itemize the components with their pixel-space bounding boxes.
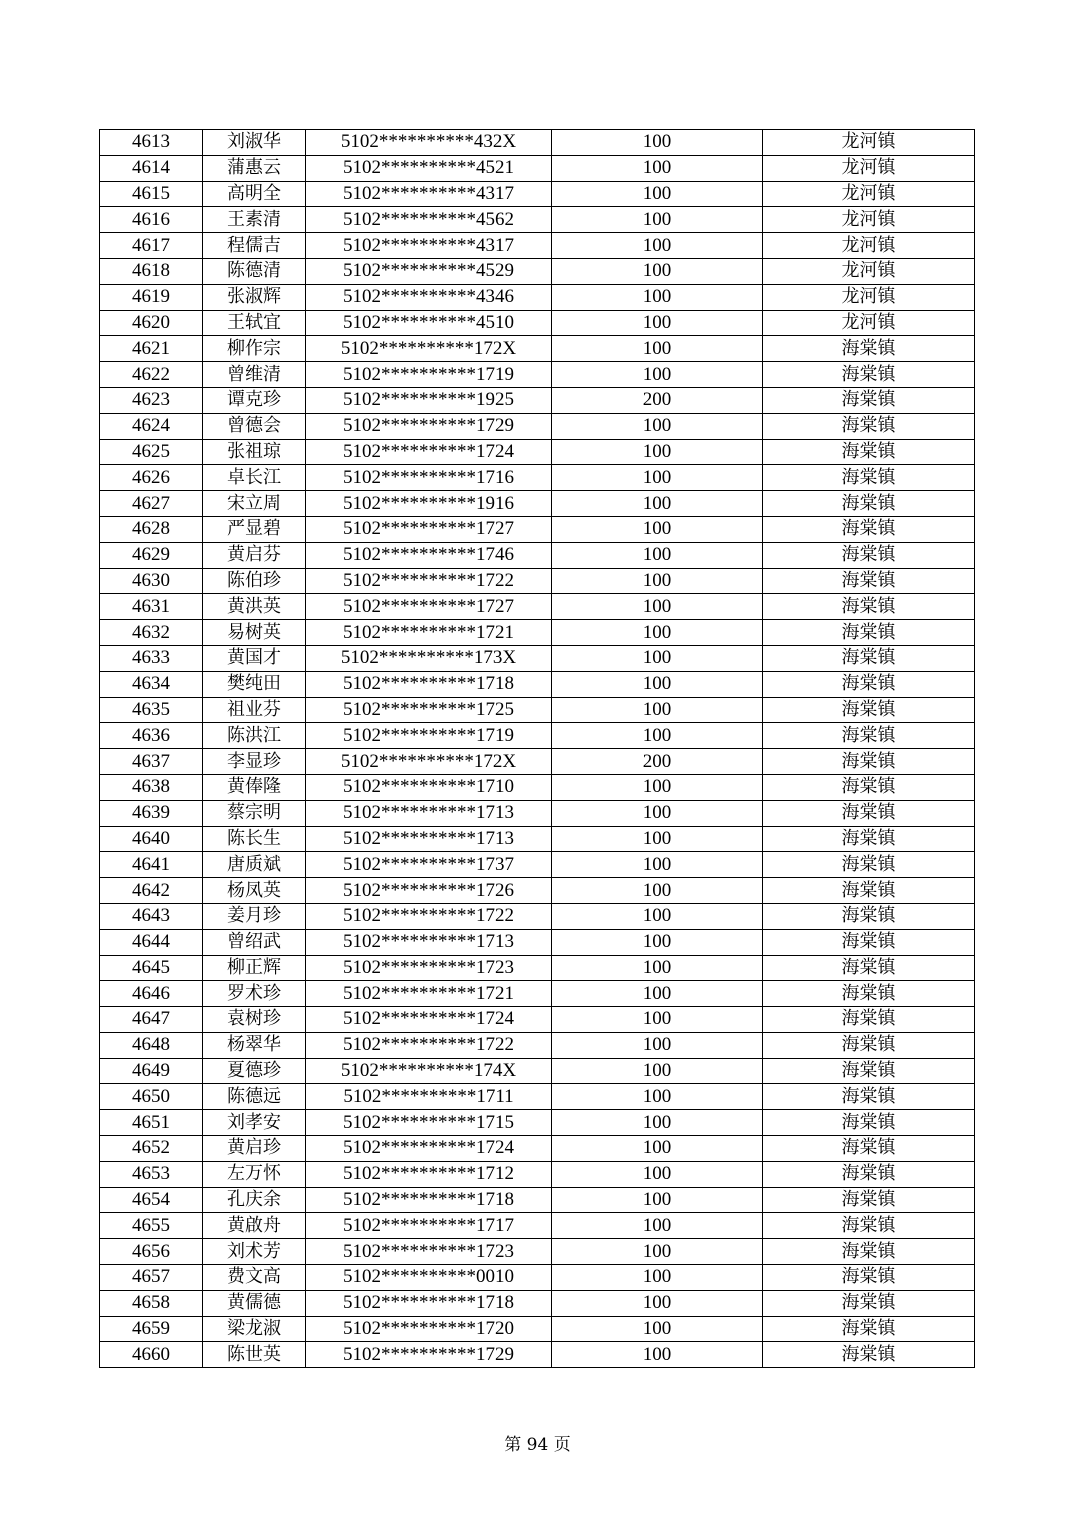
row-number-cell: 4637 — [100, 749, 203, 775]
name-cell: 曾绍武 — [203, 929, 306, 955]
row-number-cell: 4634 — [100, 671, 203, 697]
amount-cell: 100 — [552, 181, 763, 207]
amount-cell: 100 — [552, 542, 763, 568]
row-number-cell: 4658 — [100, 1290, 203, 1316]
id-number-cell: 5102**********1726 — [306, 878, 552, 904]
amount-cell: 100 — [552, 465, 763, 491]
row-number-cell: 4635 — [100, 697, 203, 723]
town-cell: 海棠镇 — [763, 620, 975, 646]
row-number-cell: 4625 — [100, 439, 203, 465]
name-cell: 杨翠华 — [203, 1032, 306, 1058]
amount-cell: 100 — [552, 903, 763, 929]
town-cell: 海棠镇 — [763, 568, 975, 594]
town-cell: 海棠镇 — [763, 645, 975, 671]
row-number-cell: 4619 — [100, 284, 203, 310]
id-number-cell: 5102**********174X — [306, 1058, 552, 1084]
row-number-cell: 4655 — [100, 1213, 203, 1239]
table-row — [100, 981, 975, 1007]
row-number-cell: 4622 — [100, 362, 203, 388]
town-cell: 海棠镇 — [763, 903, 975, 929]
id-number-cell: 5102**********1916 — [306, 491, 552, 517]
amount-cell: 100 — [552, 1342, 763, 1368]
row-number-cell: 4629 — [100, 542, 203, 568]
amount-cell: 100 — [552, 207, 763, 233]
table-row — [100, 1290, 975, 1316]
amount-cell: 100 — [552, 955, 763, 981]
table-row — [100, 130, 975, 156]
amount-cell: 100 — [552, 1007, 763, 1033]
town-cell: 海棠镇 — [763, 697, 975, 723]
town-cell: 龙河镇 — [763, 181, 975, 207]
town-cell: 海棠镇 — [763, 1110, 975, 1136]
id-number-cell: 5102**********1713 — [306, 929, 552, 955]
table-row — [100, 645, 975, 671]
amount-cell: 100 — [552, 1316, 763, 1342]
id-number-cell: 5102**********1718 — [306, 1290, 552, 1316]
amount-cell: 100 — [552, 491, 763, 517]
amount-cell: 100 — [552, 774, 763, 800]
town-cell: 龙河镇 — [763, 233, 975, 259]
id-number-cell: 5102**********1719 — [306, 723, 552, 749]
amount-cell: 100 — [552, 1110, 763, 1136]
town-cell: 海棠镇 — [763, 516, 975, 542]
id-number-cell: 5102**********1718 — [306, 671, 552, 697]
id-number-cell: 5102**********1727 — [306, 594, 552, 620]
table-row — [100, 181, 975, 207]
table-row — [100, 903, 975, 929]
amount-cell: 100 — [552, 130, 763, 156]
name-cell: 黄启珍 — [203, 1136, 306, 1162]
id-number-cell: 5102**********1713 — [306, 826, 552, 852]
amount-cell: 100 — [552, 1032, 763, 1058]
amount-cell: 100 — [552, 516, 763, 542]
amount-cell: 200 — [552, 749, 763, 775]
id-number-cell: 5102**********1716 — [306, 465, 552, 491]
name-cell: 杨凤英 — [203, 878, 306, 904]
amount-cell: 100 — [552, 1161, 763, 1187]
town-cell: 海棠镇 — [763, 1239, 975, 1265]
row-number-cell: 4615 — [100, 181, 203, 207]
name-cell: 柳正辉 — [203, 955, 306, 981]
amount-cell: 100 — [552, 645, 763, 671]
town-cell: 海棠镇 — [763, 1187, 975, 1213]
town-cell: 海棠镇 — [763, 955, 975, 981]
table-row — [100, 568, 975, 594]
row-number-cell: 4654 — [100, 1187, 203, 1213]
table-row — [100, 878, 975, 904]
name-cell: 姜月珍 — [203, 903, 306, 929]
name-cell: 罗术珍 — [203, 981, 306, 1007]
id-number-cell: 5102**********1724 — [306, 1136, 552, 1162]
table-row — [100, 1032, 975, 1058]
town-cell: 海棠镇 — [763, 723, 975, 749]
id-number-cell: 5102**********172X — [306, 336, 552, 362]
town-cell: 海棠镇 — [763, 1161, 975, 1187]
id-number-cell: 5102**********1721 — [306, 981, 552, 1007]
name-cell: 黄启芬 — [203, 542, 306, 568]
table-row — [100, 413, 975, 439]
name-cell: 谭克珍 — [203, 387, 306, 413]
table-row — [100, 207, 975, 233]
id-number-cell: 5102**********1725 — [306, 697, 552, 723]
town-cell: 海棠镇 — [763, 491, 975, 517]
name-cell: 祖业芬 — [203, 697, 306, 723]
amount-cell: 100 — [552, 1213, 763, 1239]
name-cell: 刘术芳 — [203, 1239, 306, 1265]
row-number-cell: 4613 — [100, 130, 203, 156]
row-number-cell: 4636 — [100, 723, 203, 749]
name-cell: 黄儒德 — [203, 1290, 306, 1316]
amount-cell: 100 — [552, 310, 763, 336]
table-row — [100, 1110, 975, 1136]
table-row — [100, 697, 975, 723]
id-number-cell: 5102**********1721 — [306, 620, 552, 646]
amount-cell: 100 — [552, 594, 763, 620]
town-cell: 海棠镇 — [763, 439, 975, 465]
town-cell: 海棠镇 — [763, 929, 975, 955]
name-cell: 陈德远 — [203, 1084, 306, 1110]
amount-cell: 100 — [552, 826, 763, 852]
table-row — [100, 723, 975, 749]
row-number-cell: 4660 — [100, 1342, 203, 1368]
id-number-cell: 5102**********4510 — [306, 310, 552, 336]
row-number-cell: 4617 — [100, 233, 203, 259]
town-cell: 海棠镇 — [763, 336, 975, 362]
town-cell: 龙河镇 — [763, 130, 975, 156]
town-cell: 海棠镇 — [763, 1290, 975, 1316]
town-cell: 海棠镇 — [763, 1136, 975, 1162]
name-cell: 陈德清 — [203, 258, 306, 284]
id-number-cell: 5102**********1719 — [306, 362, 552, 388]
amount-cell: 100 — [552, 1058, 763, 1084]
id-number-cell: 5102**********1713 — [306, 800, 552, 826]
name-cell: 陈长生 — [203, 826, 306, 852]
table-row — [100, 336, 975, 362]
table-row — [100, 1187, 975, 1213]
amount-cell: 100 — [552, 1290, 763, 1316]
name-cell: 柳作宗 — [203, 336, 306, 362]
table-row — [100, 852, 975, 878]
table-body — [100, 130, 975, 1368]
table-row — [100, 310, 975, 336]
id-number-cell: 5102**********1727 — [306, 516, 552, 542]
name-cell: 曾德会 — [203, 413, 306, 439]
town-cell: 海棠镇 — [763, 1007, 975, 1033]
table-row — [100, 542, 975, 568]
name-cell: 梁龙淑 — [203, 1316, 306, 1342]
town-cell: 海棠镇 — [763, 1213, 975, 1239]
name-cell: 黄洪英 — [203, 594, 306, 620]
row-number-cell: 4638 — [100, 774, 203, 800]
amount-cell: 100 — [552, 697, 763, 723]
table-row — [100, 800, 975, 826]
id-number-cell: 5102**********1722 — [306, 1032, 552, 1058]
table-row — [100, 1084, 975, 1110]
amount-cell: 100 — [552, 929, 763, 955]
amount-cell: 100 — [552, 233, 763, 259]
row-number-cell: 4657 — [100, 1265, 203, 1291]
id-number-cell: 5102**********4521 — [306, 155, 552, 181]
town-cell: 海棠镇 — [763, 1032, 975, 1058]
id-number-cell: 5102**********1710 — [306, 774, 552, 800]
town-cell: 海棠镇 — [763, 1342, 975, 1368]
town-cell: 海棠镇 — [763, 387, 975, 413]
table-row — [100, 233, 975, 259]
table-row — [100, 465, 975, 491]
row-number-cell: 4647 — [100, 1007, 203, 1033]
row-number-cell: 4656 — [100, 1239, 203, 1265]
town-cell: 海棠镇 — [763, 852, 975, 878]
id-number-cell: 5102**********1729 — [306, 1342, 552, 1368]
id-number-cell: 5102**********4317 — [306, 233, 552, 259]
row-number-cell: 4649 — [100, 1058, 203, 1084]
table-row — [100, 1136, 975, 1162]
row-number-cell: 4627 — [100, 491, 203, 517]
amount-cell: 100 — [552, 723, 763, 749]
row-number-cell: 4626 — [100, 465, 203, 491]
amount-cell: 100 — [552, 981, 763, 1007]
table-row — [100, 1265, 975, 1291]
town-cell: 海棠镇 — [763, 1084, 975, 1110]
town-cell: 海棠镇 — [763, 594, 975, 620]
town-cell: 海棠镇 — [763, 1265, 975, 1291]
name-cell: 张淑辉 — [203, 284, 306, 310]
name-cell: 李显珍 — [203, 749, 306, 775]
row-number-cell: 4628 — [100, 516, 203, 542]
row-number-cell: 4631 — [100, 594, 203, 620]
id-number-cell: 5102**********1720 — [306, 1316, 552, 1342]
town-cell: 海棠镇 — [763, 800, 975, 826]
name-cell: 黄啟舟 — [203, 1213, 306, 1239]
town-cell: 海棠镇 — [763, 774, 975, 800]
town-cell: 龙河镇 — [763, 310, 975, 336]
table-row — [100, 774, 975, 800]
id-number-cell: 5102**********4562 — [306, 207, 552, 233]
table-row — [100, 620, 975, 646]
id-number-cell: 5102**********173X — [306, 645, 552, 671]
table-row — [100, 1161, 975, 1187]
table-row — [100, 284, 975, 310]
row-number-cell: 4653 — [100, 1161, 203, 1187]
amount-cell: 100 — [552, 1265, 763, 1291]
id-number-cell: 5102**********172X — [306, 749, 552, 775]
row-number-cell: 4616 — [100, 207, 203, 233]
id-number-cell: 5102**********1718 — [306, 1187, 552, 1213]
row-number-cell: 4644 — [100, 929, 203, 955]
name-cell: 宋立周 — [203, 491, 306, 517]
name-cell: 程儒吉 — [203, 233, 306, 259]
row-number-cell: 4640 — [100, 826, 203, 852]
name-cell: 蔡宗明 — [203, 800, 306, 826]
id-number-cell: 5102**********1724 — [306, 439, 552, 465]
row-number-cell: 4633 — [100, 645, 203, 671]
row-number-cell: 4621 — [100, 336, 203, 362]
name-cell: 王素清 — [203, 207, 306, 233]
name-cell: 易树英 — [203, 620, 306, 646]
amount-cell: 100 — [552, 878, 763, 904]
name-cell: 左万怀 — [203, 1161, 306, 1187]
table-row — [100, 955, 975, 981]
name-cell: 费文高 — [203, 1265, 306, 1291]
data-table — [99, 129, 975, 1368]
amount-cell: 100 — [552, 800, 763, 826]
table-row — [100, 155, 975, 181]
row-number-cell: 4651 — [100, 1110, 203, 1136]
town-cell: 龙河镇 — [763, 284, 975, 310]
table-row — [100, 671, 975, 697]
town-cell: 龙河镇 — [763, 207, 975, 233]
id-number-cell: 5102**********1717 — [306, 1213, 552, 1239]
town-cell: 海棠镇 — [763, 878, 975, 904]
name-cell: 樊纯田 — [203, 671, 306, 697]
row-number-cell: 4630 — [100, 568, 203, 594]
town-cell: 海棠镇 — [763, 542, 975, 568]
table-row — [100, 1007, 975, 1033]
row-number-cell: 4620 — [100, 310, 203, 336]
row-number-cell: 4641 — [100, 852, 203, 878]
town-cell: 海棠镇 — [763, 1058, 975, 1084]
table-row — [100, 439, 975, 465]
row-number-cell: 4646 — [100, 981, 203, 1007]
table-row — [100, 1316, 975, 1342]
amount-cell: 100 — [552, 1187, 763, 1213]
name-cell: 唐质斌 — [203, 852, 306, 878]
amount-cell: 100 — [552, 1136, 763, 1162]
table-row — [100, 1058, 975, 1084]
name-cell: 卓长江 — [203, 465, 306, 491]
amount-cell: 100 — [552, 568, 763, 594]
table-row — [100, 362, 975, 388]
row-number-cell: 4639 — [100, 800, 203, 826]
table-row — [100, 387, 975, 413]
id-number-cell: 5102**********1724 — [306, 1007, 552, 1033]
town-cell: 海棠镇 — [763, 465, 975, 491]
row-number-cell: 4614 — [100, 155, 203, 181]
town-cell: 海棠镇 — [763, 413, 975, 439]
row-number-cell: 4645 — [100, 955, 203, 981]
amount-cell: 100 — [552, 155, 763, 181]
name-cell: 袁树珍 — [203, 1007, 306, 1033]
name-cell: 黄俸隆 — [203, 774, 306, 800]
name-cell: 严显碧 — [203, 516, 306, 542]
table-row — [100, 516, 975, 542]
id-number-cell: 5102**********0010 — [306, 1265, 552, 1291]
row-number-cell: 4659 — [100, 1316, 203, 1342]
table-row — [100, 929, 975, 955]
table-row — [100, 258, 975, 284]
table-row — [100, 1213, 975, 1239]
town-cell: 海棠镇 — [763, 362, 975, 388]
town-cell: 龙河镇 — [763, 155, 975, 181]
id-number-cell: 5102**********4529 — [306, 258, 552, 284]
name-cell: 陈世英 — [203, 1342, 306, 1368]
name-cell: 黄国才 — [203, 645, 306, 671]
name-cell: 陈洪江 — [203, 723, 306, 749]
id-number-cell: 5102**********4317 — [306, 181, 552, 207]
row-number-cell: 4624 — [100, 413, 203, 439]
town-cell: 海棠镇 — [763, 981, 975, 1007]
row-number-cell: 4648 — [100, 1032, 203, 1058]
id-number-cell: 5102**********1723 — [306, 955, 552, 981]
id-number-cell: 5102**********432X — [306, 130, 552, 156]
table-row — [100, 1342, 975, 1368]
name-cell: 孔庆余 — [203, 1187, 306, 1213]
amount-cell: 100 — [552, 336, 763, 362]
id-number-cell: 5102**********1729 — [306, 413, 552, 439]
name-cell: 曾维清 — [203, 362, 306, 388]
amount-cell: 100 — [552, 439, 763, 465]
row-number-cell: 4623 — [100, 387, 203, 413]
name-cell: 刘孝安 — [203, 1110, 306, 1136]
amount-cell: 100 — [552, 852, 763, 878]
row-number-cell: 4643 — [100, 903, 203, 929]
id-number-cell: 5102**********1711 — [306, 1084, 552, 1110]
town-cell: 海棠镇 — [763, 1316, 975, 1342]
amount-cell: 200 — [552, 387, 763, 413]
amount-cell: 100 — [552, 1239, 763, 1265]
town-cell: 海棠镇 — [763, 671, 975, 697]
table-row — [100, 749, 975, 775]
amount-cell: 100 — [552, 1084, 763, 1110]
name-cell: 张祖琼 — [203, 439, 306, 465]
page-number: 第 94 页 — [504, 1435, 571, 1455]
row-number-cell: 4618 — [100, 258, 203, 284]
id-number-cell: 5102**********1746 — [306, 542, 552, 568]
row-number-cell: 4650 — [100, 1084, 203, 1110]
id-number-cell: 5102**********1712 — [306, 1161, 552, 1187]
id-number-cell: 5102**********1722 — [306, 903, 552, 929]
name-cell: 刘淑华 — [203, 130, 306, 156]
table-row — [100, 594, 975, 620]
name-cell: 高明全 — [203, 181, 306, 207]
id-number-cell: 5102**********4346 — [306, 284, 552, 310]
table-row — [100, 491, 975, 517]
name-cell: 王轼宜 — [203, 310, 306, 336]
town-cell: 龙河镇 — [763, 258, 975, 284]
table-row — [100, 826, 975, 852]
amount-cell: 100 — [552, 620, 763, 646]
amount-cell: 100 — [552, 284, 763, 310]
amount-cell: 100 — [552, 413, 763, 439]
id-number-cell: 5102**********1715 — [306, 1110, 552, 1136]
row-number-cell: 4652 — [100, 1136, 203, 1162]
id-number-cell: 5102**********1722 — [306, 568, 552, 594]
town-cell: 海棠镇 — [763, 826, 975, 852]
table-row — [100, 1239, 975, 1265]
town-cell: 海棠镇 — [763, 749, 975, 775]
amount-cell: 100 — [552, 258, 763, 284]
name-cell: 蒲惠云 — [203, 155, 306, 181]
row-number-cell: 4632 — [100, 620, 203, 646]
id-number-cell: 5102**********1737 — [306, 852, 552, 878]
amount-cell: 100 — [552, 362, 763, 388]
id-number-cell: 5102**********1925 — [306, 387, 552, 413]
name-cell: 陈伯珍 — [203, 568, 306, 594]
row-number-cell: 4642 — [100, 878, 203, 904]
id-number-cell: 5102**********1723 — [306, 1239, 552, 1265]
name-cell: 夏德珍 — [203, 1058, 306, 1084]
amount-cell: 100 — [552, 671, 763, 697]
